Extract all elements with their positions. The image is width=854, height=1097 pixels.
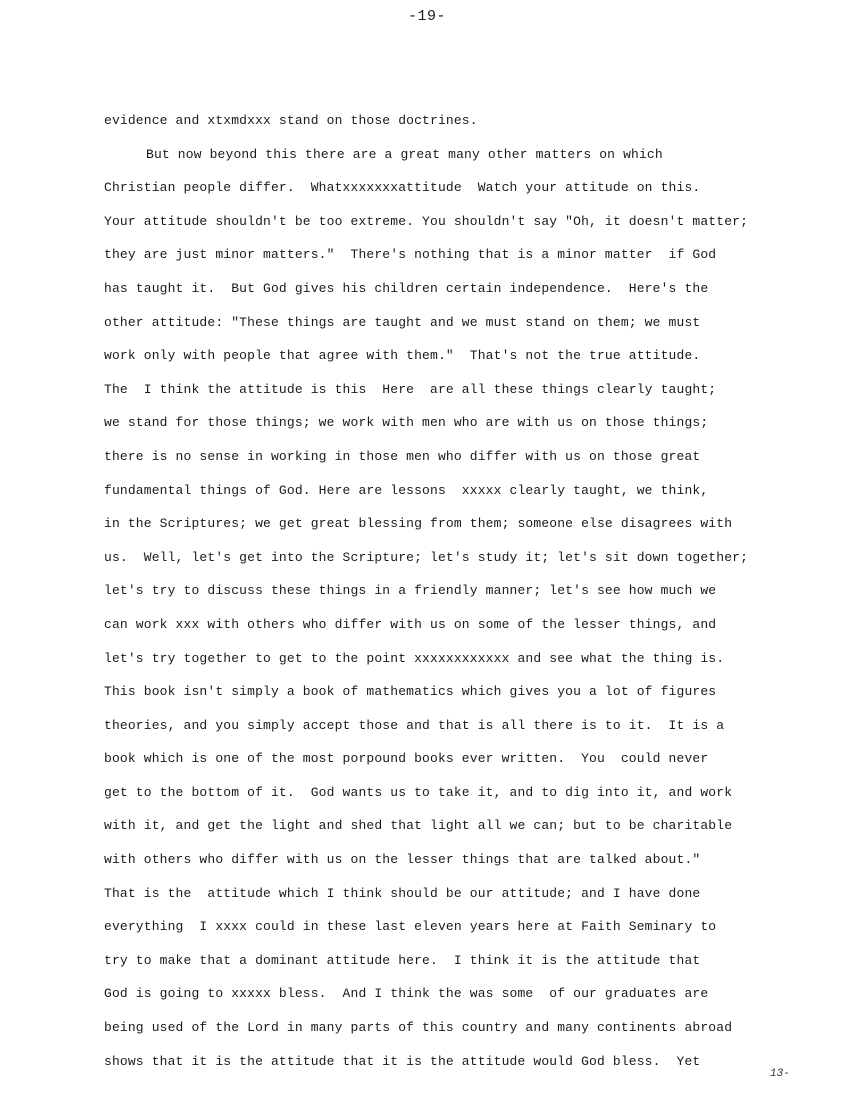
text-line: work only with people that agree with them." That's not the true attitude. bbox=[104, 348, 701, 364]
text-line: with others who differ with us on the lesser things that are talked about." bbox=[104, 852, 701, 868]
text-line: us. Well, let's get into the Scripture; let's study it; let's sit down together; bbox=[104, 549, 749, 565]
text-line: fundamental things of God. Here are lessons xxxxx clearly taught, we think, bbox=[104, 482, 709, 498]
text-line: with it, and get the light and shed that light all we can; but to be charitable bbox=[104, 818, 733, 834]
text-line: This book isn't simply a book of mathematics which gives you a lot of figures bbox=[104, 684, 717, 700]
text-line: other attitude: "These things are taught and we must stand on them; we must bbox=[104, 314, 701, 330]
text-line: everything I xxxx could in these last eleven years here at Faith Seminary to bbox=[104, 919, 717, 935]
page-number: -19- bbox=[407, 8, 446, 25]
text-line: get to the bottom of it. God wants us to take it, and to dig into it, and work bbox=[104, 784, 733, 800]
text-line: God is going to xxxxx bless. And I think the was some of our graduates are bbox=[104, 986, 709, 1002]
text-line: Christian people differ. Whatxxxxxxxattitude Watch your attitude on this. bbox=[104, 180, 701, 196]
text-line: evidence and xtxmdxxx stand on those doctrines. bbox=[104, 113, 478, 128]
text-line: they are just minor matters." There's nothing that is a minor matter if God bbox=[104, 247, 717, 263]
body-text bbox=[104, 104, 804, 1078]
text-line: try to make that a dominant attitude here. I think it is the attitude that bbox=[104, 952, 701, 968]
text-line: being used of the Lord in many parts of this country and many continents abroad bbox=[104, 1020, 733, 1036]
text-line: But now beyond this there are a great many other matters on which bbox=[146, 146, 663, 162]
text-line: The I think the attitude is this Here are all these things clearly taught; bbox=[104, 381, 717, 397]
text-line: That is the attitude which I think should be our attitude; and I have done bbox=[104, 885, 701, 901]
text-line: in the Scriptures; we get great blessing from them; someone else disagrees with bbox=[104, 516, 733, 532]
text-line: let's try to discuss these things in a friendly manner; let's see how much we bbox=[104, 583, 717, 599]
text-line: there is no sense in working in those men who differ with us on those great bbox=[104, 448, 701, 464]
text-line: Your attitude shouldn't be too extreme. You shouldn't say "Oh, it doesn't matter; bbox=[104, 213, 749, 229]
text-line: has taught it. But God gives his children certain independence. Here's the bbox=[104, 280, 709, 296]
text-line: we stand for those things; we work with men who are with us on those things; bbox=[104, 415, 709, 431]
text-line: let's try together to get to the point xxxxxxxxxxxx and see what the thing is. bbox=[104, 650, 725, 666]
text-line: can work xxx with others who differ with us on some of the lesser things, and bbox=[104, 616, 717, 632]
text-line: shows that it is the attitude that it is the attitude would God bless. Yet bbox=[104, 1053, 701, 1069]
handwritten-mark: 13- bbox=[770, 1068, 790, 1080]
text-line: theories, and you simply accept those and that is all there is to it. It is a bbox=[104, 717, 725, 733]
text-line: book which is one of the most porpound books ever written. You could never bbox=[104, 751, 709, 767]
